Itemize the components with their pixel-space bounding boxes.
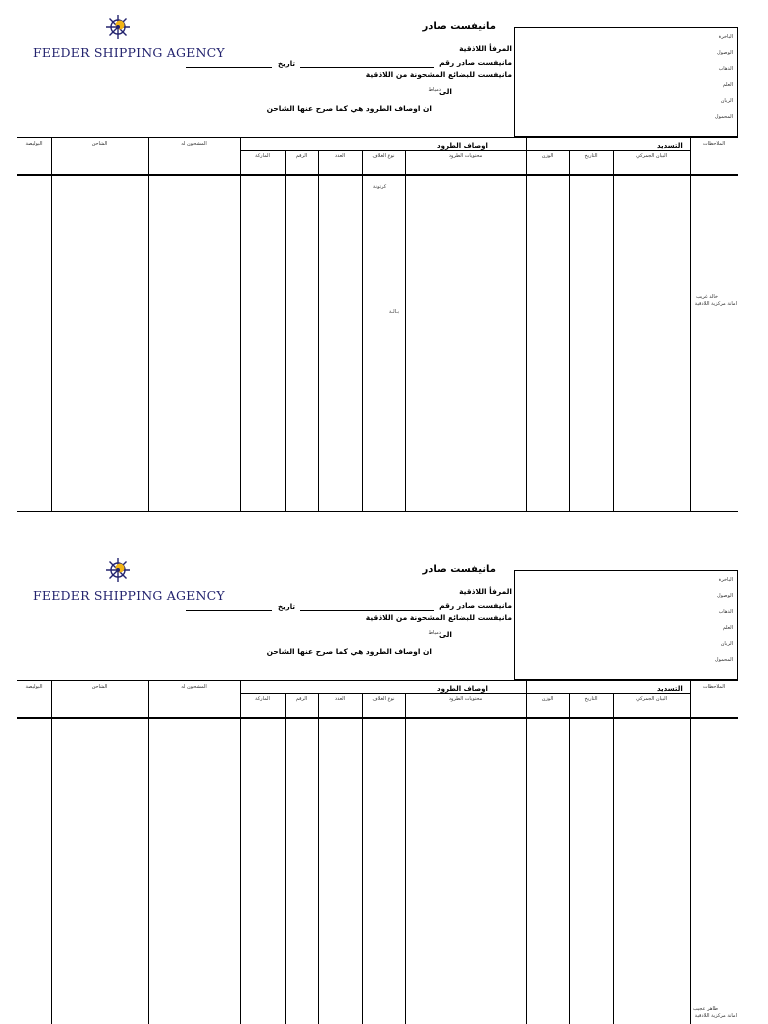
port-line: المرفأ اللاذقية xyxy=(459,44,512,53)
agency-name: FEEDER SHIPPING AGENCY xyxy=(33,45,225,60)
captain-field: الربان xyxy=(720,98,733,104)
date-line xyxy=(186,67,272,68)
packing-value: كرتونة xyxy=(373,184,387,190)
date-label: تاريخ xyxy=(278,603,295,611)
ship-wheel-icon xyxy=(104,14,132,40)
vessel-info-box xyxy=(514,27,738,137)
vessel-info-box xyxy=(514,570,738,680)
col-marks: الماركة xyxy=(255,696,270,702)
col-shipper: الشاحن xyxy=(91,684,108,690)
ship-wheel-icon xyxy=(104,557,132,583)
cargo-field: المحمول xyxy=(714,114,733,120)
col-packing: نوع الغلاف xyxy=(372,696,395,702)
manifest-sheet xyxy=(0,0,768,495)
col-weight: الوزن xyxy=(541,153,554,159)
manifest-sheet xyxy=(0,543,768,1024)
manifest-number-line xyxy=(300,610,434,611)
manifest-table xyxy=(17,137,738,512)
to-value: دمياط xyxy=(428,87,441,93)
col-consignee: المشحون له xyxy=(181,684,207,690)
vessel-field: الباخرة xyxy=(718,577,733,583)
agency-name: FEEDER SHIPPING AGENCY xyxy=(33,588,225,603)
to-label: الى xyxy=(439,87,452,96)
col-number: الرقم xyxy=(295,153,308,159)
manifest-number-label: مانيفست صادر رقم xyxy=(439,58,512,67)
vessel-field: الباخرة xyxy=(718,34,733,40)
manifest-number-line xyxy=(300,67,434,68)
group-settlement: التسديد xyxy=(657,685,683,693)
departure-field: الذهاب xyxy=(718,609,733,615)
col-consignee: المشحون له xyxy=(181,141,207,147)
group-settlement: التسديد xyxy=(657,142,683,150)
remarks-name: طاهر عجيب xyxy=(692,1006,718,1012)
col-date: التاريخ xyxy=(584,153,598,159)
manifest-number-label: مانيفست صادر رقم xyxy=(439,601,512,610)
col-weight: الوزن xyxy=(541,696,554,702)
group-packages: اوصاف الطرود xyxy=(437,142,488,150)
col-packing: نوع الغلاف xyxy=(372,153,395,159)
declaration-statement: ان اوصاف الطرود هي كما صرح عنها الشاحن xyxy=(266,104,432,113)
remarks-name: خالد غريب xyxy=(695,294,718,300)
arrival-field: الوصول xyxy=(717,593,733,599)
to-value: دمياط xyxy=(428,630,441,636)
col-shipper: الشاحن xyxy=(91,141,108,147)
manifest-table xyxy=(17,680,738,1024)
goods-from-line: مانيفست للبضائع المشحونة من اللاذقية xyxy=(365,613,512,622)
remarks-office: امانة مركزية اللاذقية xyxy=(694,301,737,307)
manifest-title: مانيفست صادر xyxy=(422,564,496,575)
col-contents: محتويات الطرود xyxy=(448,696,483,702)
remarks-office: امانة مركزية اللاذقية xyxy=(694,1013,737,1019)
captain-field: الربان xyxy=(720,641,733,647)
port-line: المرفأ اللاذقية xyxy=(459,587,512,596)
col-marks: الماركة xyxy=(255,153,270,159)
col-count: العدد xyxy=(334,153,346,159)
col-date: التاريخ xyxy=(584,696,598,702)
col-count: العدد xyxy=(334,696,346,702)
to-label: الى xyxy=(439,630,452,639)
goods-from-line: مانيفست للبضائع المشحونة من اللاذقية xyxy=(365,70,512,79)
flag-field: العلم xyxy=(722,82,733,88)
col-contents: محتويات الطرود xyxy=(448,153,483,159)
date-line xyxy=(186,610,272,611)
packing-value: بـالـة xyxy=(389,309,400,315)
date-label: تاريخ xyxy=(278,60,295,68)
flag-field: العلم xyxy=(722,625,733,631)
departure-field: الذهاب xyxy=(718,66,733,72)
col-bill: البوليصة xyxy=(25,684,43,690)
cargo-field: المحمول xyxy=(714,657,733,663)
col-number: الرقم xyxy=(295,696,308,702)
col-remarks: الملاحظات xyxy=(702,684,726,690)
col-customs: البيان الجمركي xyxy=(635,696,668,702)
manifest-title: مانيفست صادر xyxy=(422,21,496,32)
col-remarks: الملاحظات xyxy=(702,141,726,147)
declaration-statement: ان اوصاف الطرود هي كما صرح عنها الشاحن xyxy=(266,647,432,656)
group-packages: اوصاف الطرود xyxy=(437,685,488,693)
arrival-field: الوصول xyxy=(717,50,733,56)
col-bill: البوليصة xyxy=(25,141,43,147)
col-customs: البيان الجمركي xyxy=(635,153,668,159)
